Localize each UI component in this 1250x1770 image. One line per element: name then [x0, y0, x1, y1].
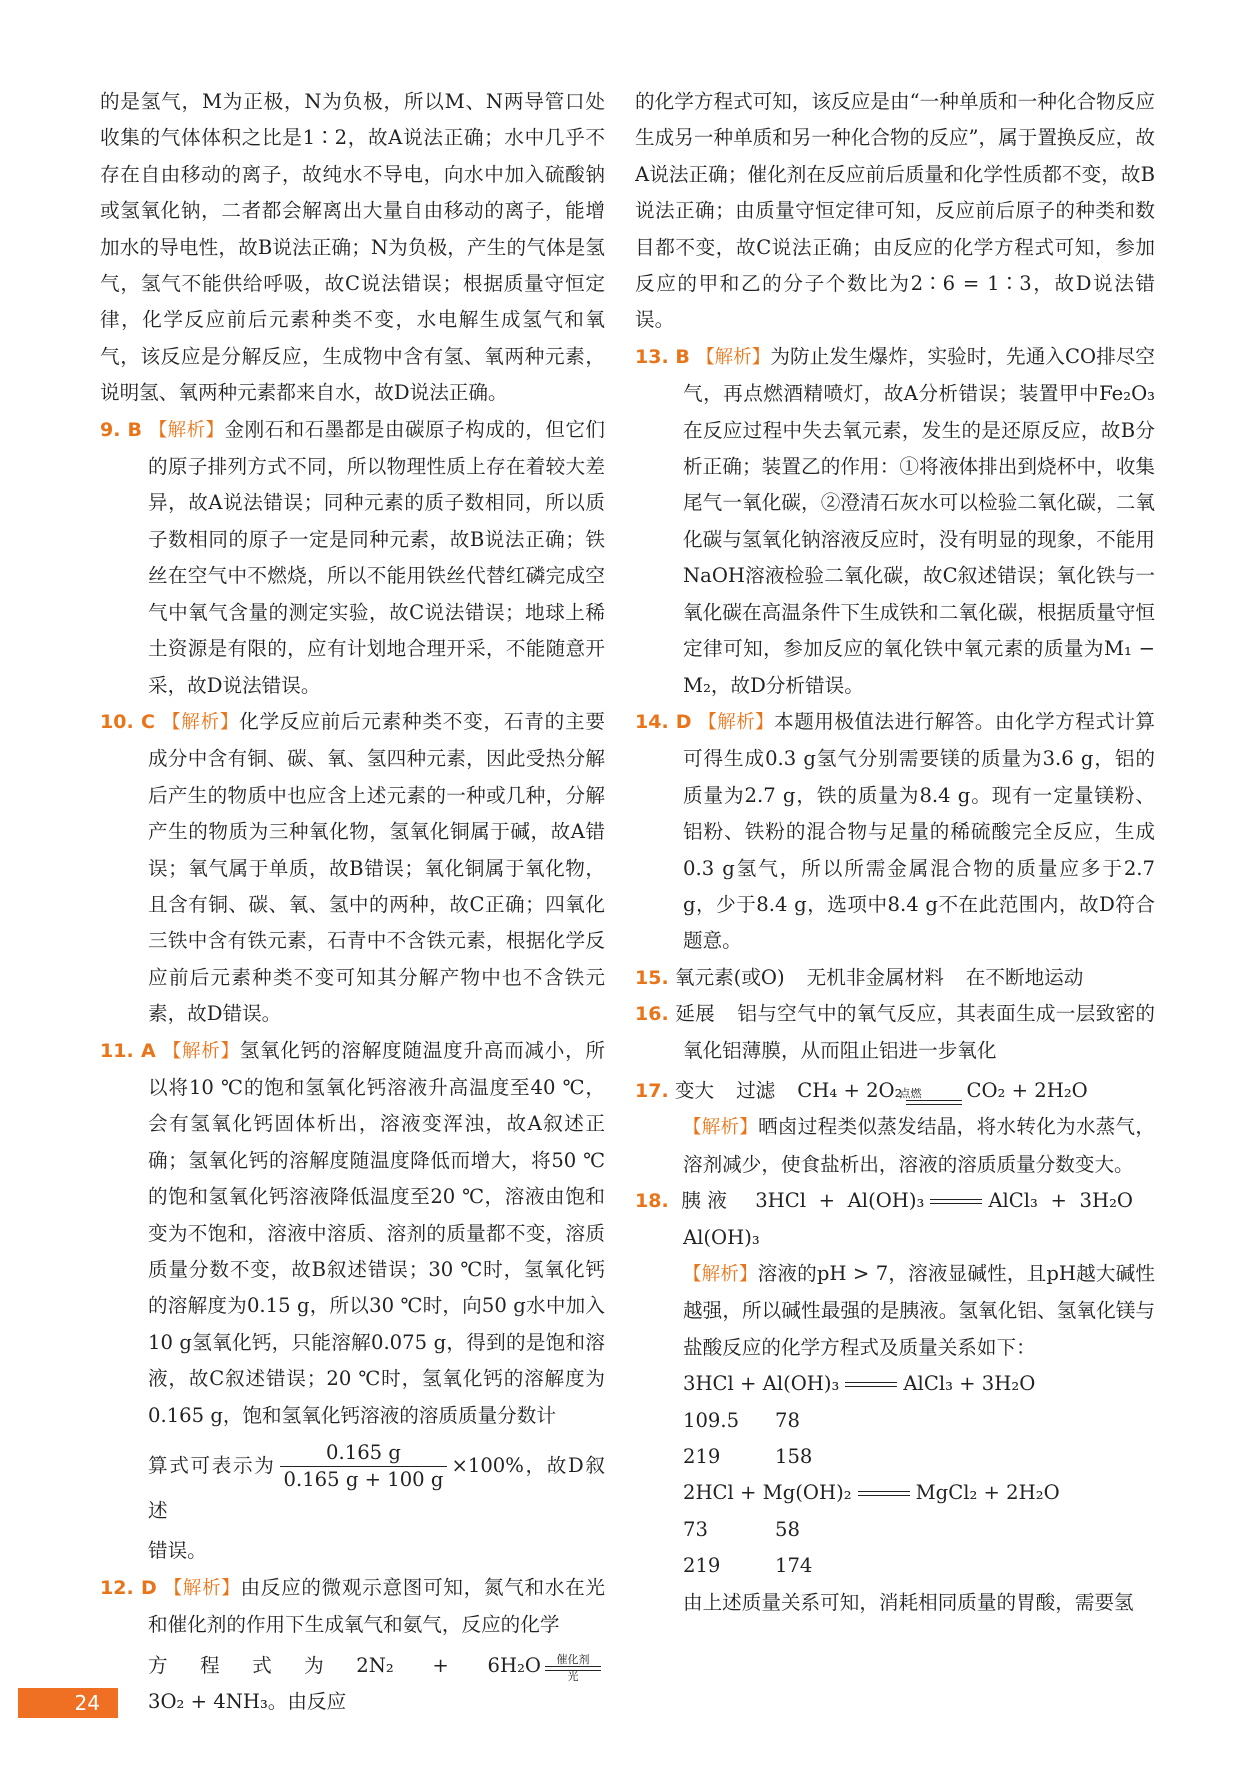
answer-number: 15. — [635, 966, 669, 989]
answer-text: 晒卤过程类似蒸发结晶，将水转化为水蒸气，溶剂减少，使食盐析出，溶液的溶质质量分数变大。 — [683, 1115, 1155, 1176]
answer-blank-3: 在不断地运动 — [965, 965, 1084, 989]
mass-value: 219 — [683, 1554, 721, 1578]
answer-text: 溶液的pH > 7，溶液显碱性，且pH越大碱性越强，所以碱性最强的是胰液。氢氧化铝、氢氧化镁与盐酸反应的化学方程式及质量关系如下： — [683, 1262, 1155, 1359]
answer-blank-2: 无机非金属材料 — [806, 965, 944, 989]
answer-item-15 — [635, 960, 1155, 996]
mass-row — [683, 1439, 1155, 1475]
answer-blank-1: 变大 — [674, 1078, 715, 1102]
answer-item-9 — [100, 412, 605, 704]
formula-suffix: ×100%，故D叙述 — [148, 1454, 605, 1523]
answer-text: 由反应的微观示意图可知，氮气和水在光和催化剂的作用下生成氧气和氨气，反应的化学 — [148, 1575, 606, 1637]
answer-blank-2: 铝与空气中的氧气反应，其表面生成一层致密的氧化铝薄膜，从而阻止铝进一步氧化 — [683, 1002, 1156, 1062]
left-column — [100, 84, 605, 1720]
answer-number: 11. A — [100, 1039, 156, 1062]
equation-line — [683, 1366, 1155, 1402]
equation-products: MgCl₂ + 2H₂O — [915, 1481, 1060, 1505]
equation-products: 3O₂ + 4NH₃。由反应 — [148, 1690, 347, 1714]
mass-value: 58 — [775, 1517, 800, 1541]
answer-item-14 — [635, 704, 1155, 960]
answer-item-17 — [635, 1073, 1155, 1109]
analysis-label: 【解析】 — [683, 1117, 759, 1139]
mass-row — [683, 1548, 1155, 1584]
mass-value: 73 — [683, 1517, 708, 1541]
q8-continuation: 的是氢气，M为正极，N为负极，所以M、N两导管口处收集的气体体积之比是1∶2，故A说法正确；水中几乎不存在自由移动的离子，故纯水不导电，向水中加入硫酸钠或氢氧化钠，二者都会解离出大量自由移动的离子，能增加水的导电性，故B说法正确；N为负极，产生的气体是氢气，氢气不能供给呼吸，故C说法错误；根据质量守恒定律，化学反应前后元素种类不变，水电解生成氢气和氧气，该反应是分解反应，生成物中含有氢、氧两种元素，说明氢、氧两种元素都来自水，故D说法正确。 — [100, 90, 605, 405]
answer-item-11 — [100, 1033, 605, 1434]
answer-number: 18. — [635, 1190, 669, 1213]
equation-products: AlCl₃ + 3H₂O — [903, 1372, 1036, 1396]
page-number-badge: 24 — [18, 1688, 118, 1718]
equation-line — [683, 1475, 1155, 1511]
condition-top: 点燃 — [899, 1086, 922, 1100]
answer-item-16 — [635, 996, 1155, 1069]
answer-number: 10. C — [100, 710, 155, 733]
answer-blank-1: 氧元素(或O) — [674, 965, 785, 989]
mass-value: 174 — [775, 1554, 813, 1578]
answer-text: 化学反应前后元素种类不变，石青的主要成分中含有铜、碳、氧、氢四种元素，因此受热分解后产生的物质中也应含上述元素的一种或几种，分解产生的物质为三种氧化物，氢氧化铜属于碱，故A错误；氧气属于单质，故B错误；氧化铜属于氧化物，且含有铜、碳、氧、氢中的两种，故C正确；四氧化三铁中含有铁元素，石青中不含铁元素，根据化学反应前后元素种类不变可知其分解产物中也不含铁元素，故D错误。 — [148, 709, 606, 1026]
answer-number: 12. D — [100, 1576, 157, 1599]
formula-prefix: 算式可表示为 — [148, 1454, 276, 1478]
q12-continuation: 的化学方程式可知，该反应是由“一种单质和一种化合物反应生成另一种单质和另一种化合物的反应”，属于置换反应，故A说法正确；催化剂在反应前后质量和化学性质都不变，故B说法正确；由质量守恒定律可知，反应前后原子的种类和数目都不变，故C说法正确；由反应的化学方程式可知，参加反应的甲和乙的分子个数比为2∶6 = 1∶3，故D说法错误。 — [635, 90, 1155, 332]
analysis-label: 【解析】 — [163, 1577, 241, 1599]
answer-item-10 — [100, 704, 605, 1033]
fraction-numerator: 0.165 g — [280, 1440, 448, 1467]
mass-value: 109.5 — [683, 1408, 740, 1432]
equation-products: AlCl₃ + 3H₂O — [988, 1189, 1133, 1213]
answer-number: 17. — [635, 1079, 669, 1102]
answer-17-analysis — [635, 1109, 1155, 1183]
answer-text: 氢氧化钙的溶解度随温度升高而减小，所以将10 ℃的饱和氢氧化钙溶液升高温度至40 ℃，会有氢氧化钙固体析出，溶液变浑浊，故A叙述正确；氢氧化钙的溶解度随温度降低而增大，将50 ℃的饱和氢氧化钙溶液降低温度至20 ℃，溶液由饱和变为不饱和，溶液中溶质、溶剂的质量都不变，溶质质量分数不变，故B叙述错误；30 ℃时，氢氧化钙的溶解度为0.15 g，所以30 ℃时，向50 g水中加入10 g氢氧化钙，只能溶解0.075 g，得到的是饱和溶液，故C叙述错误；20 ℃时，氢氧化钙的溶解度为0.165 g，饱和氢氧化钙溶液的溶质质量分数计 — [148, 1038, 606, 1427]
equation-reactants: CH₄ + 2O₂ — [797, 1078, 903, 1102]
analysis-label: 【解析】 — [162, 1040, 240, 1062]
answer-18-analysis — [635, 1256, 1155, 1621]
answer-blank-2: 过滤 — [736, 1078, 776, 1102]
analysis-label: 【解析】 — [696, 346, 771, 368]
answer-tail: 错误。 — [148, 1539, 207, 1563]
right-column — [635, 84, 1155, 1621]
equation-products: CO₂ + 2H₂O — [966, 1078, 1088, 1102]
answer-blank-1: 延展 — [675, 1002, 716, 1026]
answer-tail: 由上述质量关系可知，消耗相同质量的胃酸，需要氢 — [683, 1590, 1134, 1614]
answer-text: 本题用极值法进行解答。由化学方程式计算可得生成0.3 g氢气分别需要镁的质量为3.6 g，铝的质量为2.7 g，铁的质量为8.4 g。现有一定量镁粉、铝粉、铁粉的混合物与足量的稀硫酸完全反应，生成0.3 g氢气，所以所需金属混合物的质量应多于2.7 g，少于8.4 g，选项中8.4 g不在此范围内，故D符合题意。 — [683, 709, 1156, 953]
analysis-label: 【解析】 — [148, 419, 225, 441]
condition-top: 催化剂 — [556, 1652, 590, 1666]
answer-item-12 — [100, 1570, 605, 1644]
mass-row — [683, 1512, 1155, 1548]
mass-value: 158 — [775, 1445, 813, 1469]
equation-reactants: 方程式为2N₂ + 6H₂O — [148, 1653, 541, 1677]
answer-text: 为防止发生爆炸，实验时，先通入CO排尽空气，再点燃酒精喷灯，故A分析错误；装置甲中Fe₂O₃在反应过程中失去氧元素，发生的是还原反应，故B分析正确；装置乙的作用：①将液体排出到烧杯中，收集尾气一氧化碳，②澄清石灰水可以检验二氧化碳，二氧化碳与氢氧化钠溶液反应时，没有明显的现象，不能用NaOH溶液检验二氧化碳，故C叙述错误；氧化铁与一氧化碳在高温条件下生成铁和二氧化碳，根据质量守恒定律可知，参加反应的氧化铁中氧元素的质量为M₁ − M₂，故D分析错误。 — [683, 344, 1155, 697]
answer-item-18 — [635, 1183, 1155, 1256]
answer-blank-1: 胰液 — [681, 1189, 734, 1213]
equation-reactants: 3HCl + Al(OH)₃ — [755, 1189, 925, 1213]
mass-value: 78 — [775, 1408, 800, 1432]
equation-reactants: 3HCl + Al(OH)₃ — [683, 1372, 840, 1396]
reaction-condition — [545, 1654, 601, 1683]
equation-line — [100, 1648, 605, 1721]
answer-number: 16. — [635, 1003, 669, 1026]
answer-item-13 — [635, 339, 1155, 704]
analysis-label: 【解析】 — [162, 711, 240, 733]
fraction — [280, 1440, 448, 1493]
mass-row — [683, 1403, 1155, 1439]
answer-text: 金刚石和石墨都是由碳原子构成的，但它们的原子排列方式不同，所以物理性质上存在着较大差异，故A说法错误；同种元素的质子数相同，所以质子数相同的原子一定是同种元素，故B说法正确；铁丝在空气中不燃烧，所以不能用铁丝代替红磷完成空气中氧气含量的测定实验，故C说法错误；地球上稀土资源是有限的，应有计划地合理开采，不能随意开采，故D说法错误。 — [148, 417, 605, 697]
analysis-label: 【解析】 — [683, 1264, 758, 1285]
answer-number: 9. B — [100, 418, 142, 441]
answer-blank-3: Al(OH)₃ — [683, 1225, 760, 1249]
condition-bottom: 光 — [567, 1669, 579, 1683]
answer-number: 14. D — [635, 710, 692, 733]
reaction-condition — [899, 1086, 962, 1105]
mass-value: 219 — [683, 1445, 721, 1469]
fraction-denominator: 0.165 g + 100 g — [283, 1468, 444, 1492]
fraction-formula-line — [100, 1440, 605, 1529]
analysis-label: 【解析】 — [698, 711, 775, 733]
equation-reactants: 2HCl + Mg(OH)₂ — [683, 1481, 852, 1505]
answer-number: 13. B — [635, 345, 690, 368]
